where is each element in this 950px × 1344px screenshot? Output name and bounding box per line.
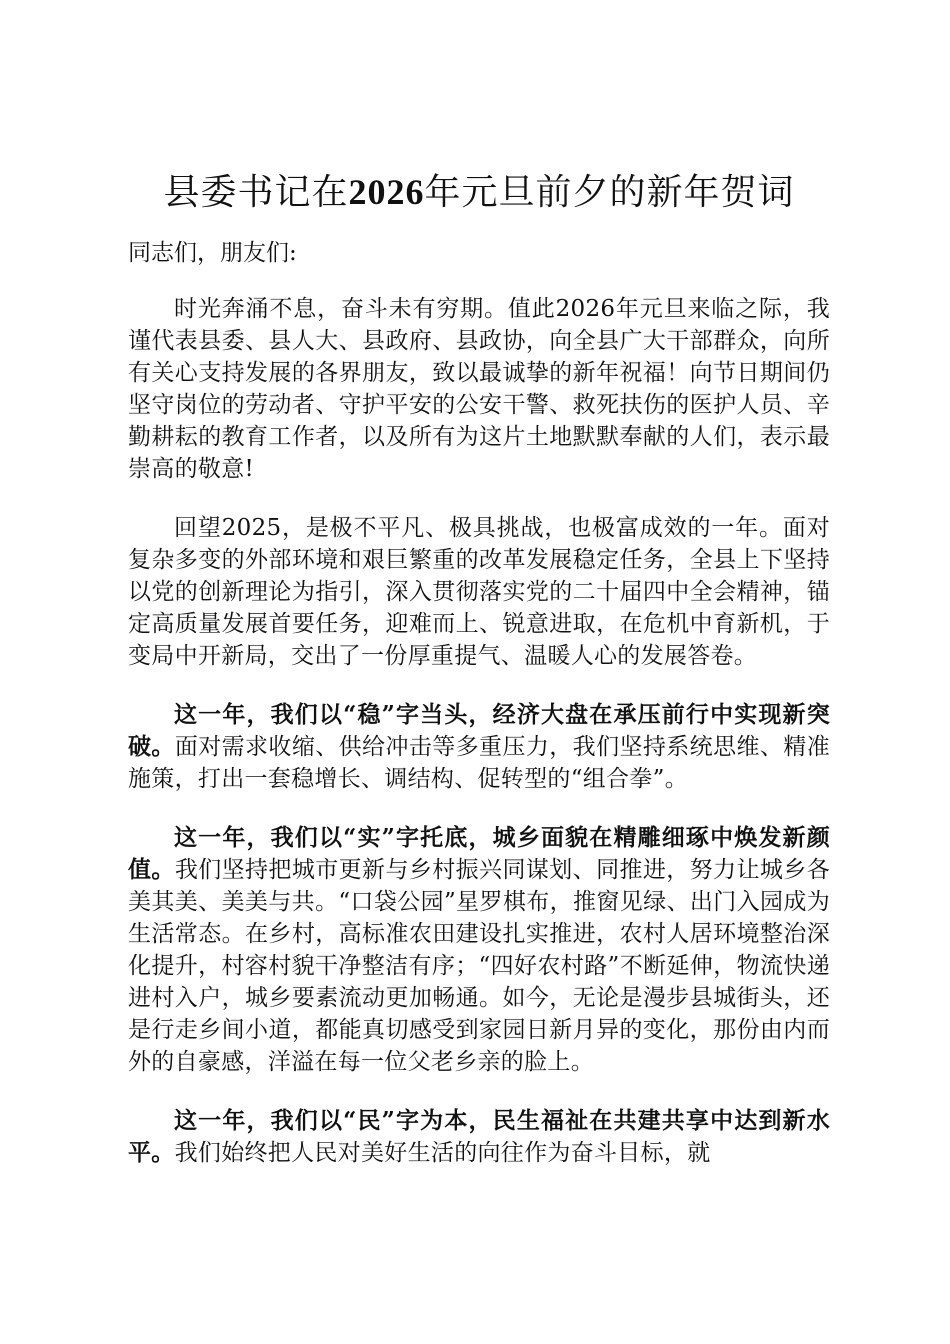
- paragraph-4-text: 我们坚持把城市更新与乡村振兴同谋划、同推进，努力让城乡各美其美、美美与共。“口袋公园”星罗棋布，推窗见绿、出门入园成为生活常态。在乡村，高标准农田建设扎实推进，农村人居环境整治深化提升，村容村貌干净整洁有序；“四好农村路”不断延伸，物流快递进村入户，城乡要素流动更加畅通。如今，无论是漫步县城街头，还是行走乡间小道，都能真切感受到家园日新月异的变化，那份由内而外的自豪感，洋溢在每一位父老乡亲的脸上。: [128, 857, 830, 1075]
- paragraph-3-lead: 这一年，我们以“稳”字当头，经济大盘在承压前行中实现新突破。: [128, 701, 830, 760]
- greeting: 同志们，朋友们:: [128, 240, 297, 266]
- document-page: [128, 168, 830, 1196]
- document-title: [128, 168, 830, 217]
- paragraph-5-lead: 这一年，我们以“民”字为本，民生福祉在共建共享中达到新水平。: [128, 1107, 830, 1166]
- title-year: 2026: [348, 172, 425, 212]
- paragraph-4-lead: 这一年，我们以“实”字托底，城乡面貌在精雕细琢中焕发新颜值。: [128, 824, 830, 883]
- paragraph-5: [128, 1105, 830, 1169]
- paragraph-1: [128, 293, 830, 485]
- title-prefix: 县委书记在: [163, 172, 349, 213]
- paragraph-5-text: 我们始终把人民对美好生活的向往作为奋斗目标，就: [174, 1140, 711, 1166]
- paragraph-1-text: 时光奔涌不息，奋斗未有穷期。值此2026年元旦来临之际，我谨代表县委、县人大、县政府、县政协，向全县广大干部群众，向所有关心支持发展的各界朋友，致以最诚挚的新年祝福！向节日期间仍坚守岗位的劳动者、守护平安的公安干警、救死扶伤的医护人员、辛勤耕耘的教育工作者，以及所有为这片土地默默奉献的人们，表示最崇高的敬意!: [128, 296, 830, 482]
- paragraph-3: [128, 699, 830, 795]
- paragraph-4: [128, 822, 830, 1078]
- paragraph-2-text: 回望2025，是极不平凡、极具挑战，也极富成效的一年。面对复杂多变的外部环境和艰巨繁重的改革发展稳定任务，全县上下坚持以党的创新理论为指引，深入贯彻落实党的二十届四中全会精神，锚定高质量发展首要任务，迎难而上、锐意进取，在危机中育新机，于变局中开新局，交出了一份厚重提气、温暖人心的发展答卷。: [128, 515, 830, 669]
- paragraph-2: [128, 512, 830, 672]
- title-suffix: 年元旦前夕的新年贺词: [424, 172, 795, 213]
- paragraph-3-text: 面对需求收缩、供给冲击等多重压力，我们坚持系统思维、精准施策，打出一套稳增长、调结构、促转型的“组合拳”。: [128, 734, 830, 792]
